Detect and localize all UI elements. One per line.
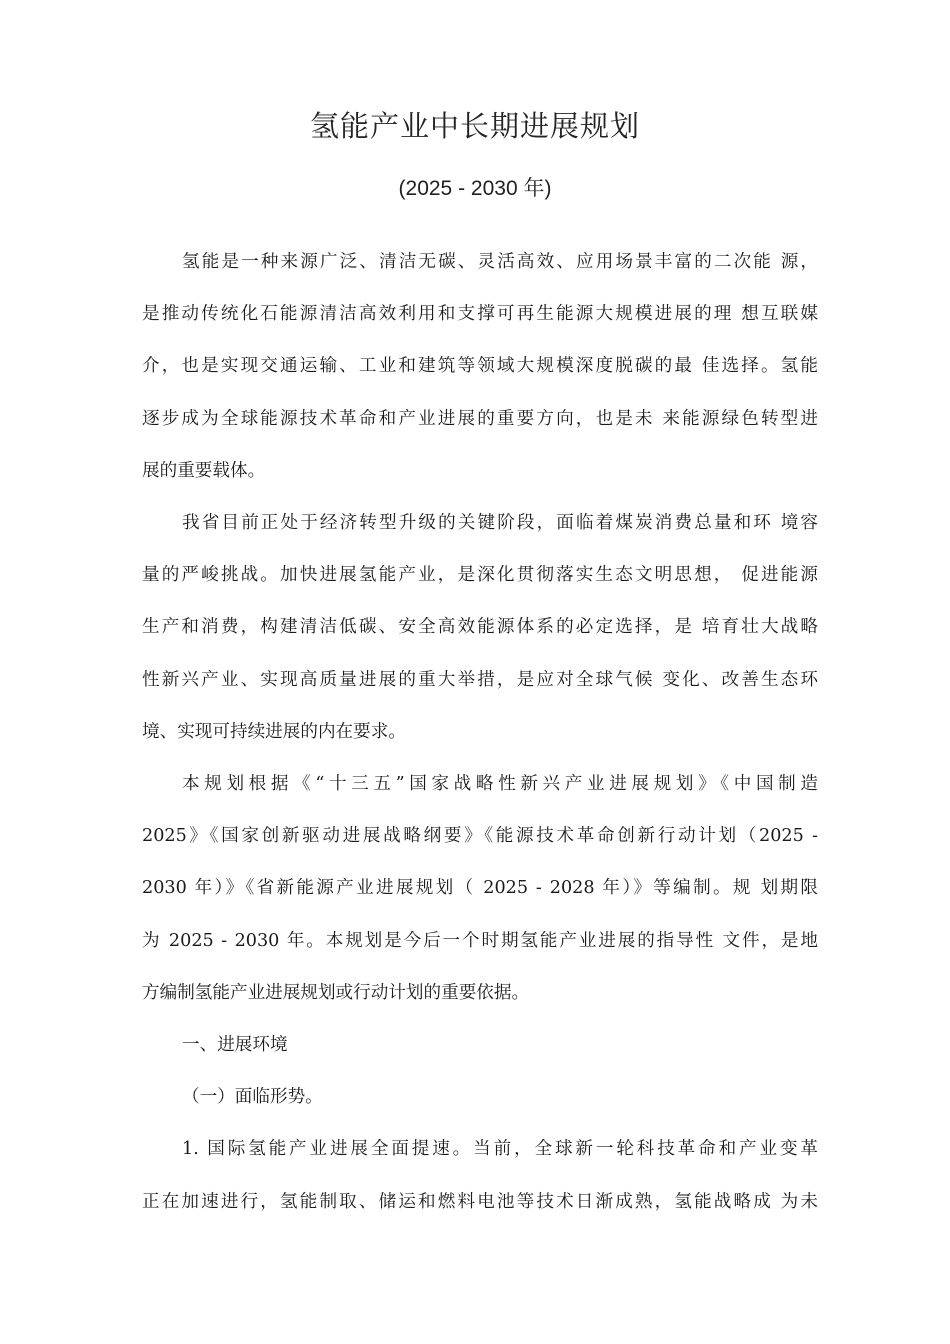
paragraph-line: 氢能是一种来源广泛、清洁无碳、灵活高效、应用场景丰富的二次能 源， xyxy=(182,252,818,272)
paragraph-line: 正在加速进行，氢能制取、储运和燃料电池等技术日渐成熟，氢能战略成 为未 xyxy=(142,1191,818,1212)
paragraph-line: 方编制氢能产业进展规划或行动计划的重要依据。 xyxy=(142,982,530,1003)
paragraph-intro xyxy=(142,236,818,497)
paragraph-line: 2030 年）》《省新能源产业进展规划（ 2025 - 2028 年）》等编制。规 划期限 xyxy=(142,878,818,899)
paragraph-line: 性新兴产业、实现高质量进展的重大举措，是应对全球气候 变化、改善生态环 xyxy=(142,669,818,690)
paragraph-line: 是推动传统化石能源清洁高效利用和支撑可再生能源大规模进展的理 想互联媒 xyxy=(142,304,818,325)
paragraph-line: 境、实现可持续进展的内在要求。 xyxy=(142,721,406,742)
paragraph-line: 本规划根据《“十三五”国家战略性新兴产业进展规划》《中国制造 xyxy=(182,774,818,795)
item-1 xyxy=(142,1123,818,1227)
paragraph-line: 2025》《国家创新驱动进展战略纲要》《能源技术革命创新行动计划（2025 - xyxy=(142,826,818,847)
paragraph-line: 量的严峻挑战。加快进展氢能产业，是深化贯彻落实生态文明思想， 促进能源 xyxy=(142,565,818,586)
paragraph-line: 逐步成为全球能源技术革命和产业进展的重要方向，也是未 来能源绿色转型进 xyxy=(142,408,818,429)
subsection-heading xyxy=(142,1071,818,1123)
paragraph-line: 介，也是实现交通运输、工业和建筑等领域大规模深度脱碳的最 佳选择。氢能 xyxy=(142,356,818,377)
document-body xyxy=(142,236,818,1228)
document-title: 氢能产业中长期进展规划 xyxy=(309,109,640,143)
paragraph-province xyxy=(142,497,818,758)
section-heading-text: 一、进展环境 xyxy=(182,1035,288,1056)
paragraph-basis xyxy=(142,758,818,1019)
paragraph-line: 生产和消费，构建清洁低碳、安全高效能源体系的必定选择，是 培育壮大战略 xyxy=(142,617,818,638)
subsection-heading-text: （一）面临形势。 xyxy=(182,1087,323,1108)
paragraph-line: 1. 国际氢能产业进展全面提速。当前，全球新一轮科技革命和产业变革 xyxy=(182,1139,818,1160)
paragraph-line: 展的重要载体。 xyxy=(142,460,266,481)
paragraph-line: 为 2025 - 2030 年。本规划是今后一个时期氢能产业进展的指导性 文件，是地 xyxy=(142,930,818,951)
paragraph-line: 我省目前正处于经济转型升级的关键阶段，面临着煤炭消费总量和环 境容 xyxy=(182,513,818,534)
document-subtitle: (2025 - 2030 年) xyxy=(398,177,552,200)
section-heading xyxy=(142,1019,818,1071)
